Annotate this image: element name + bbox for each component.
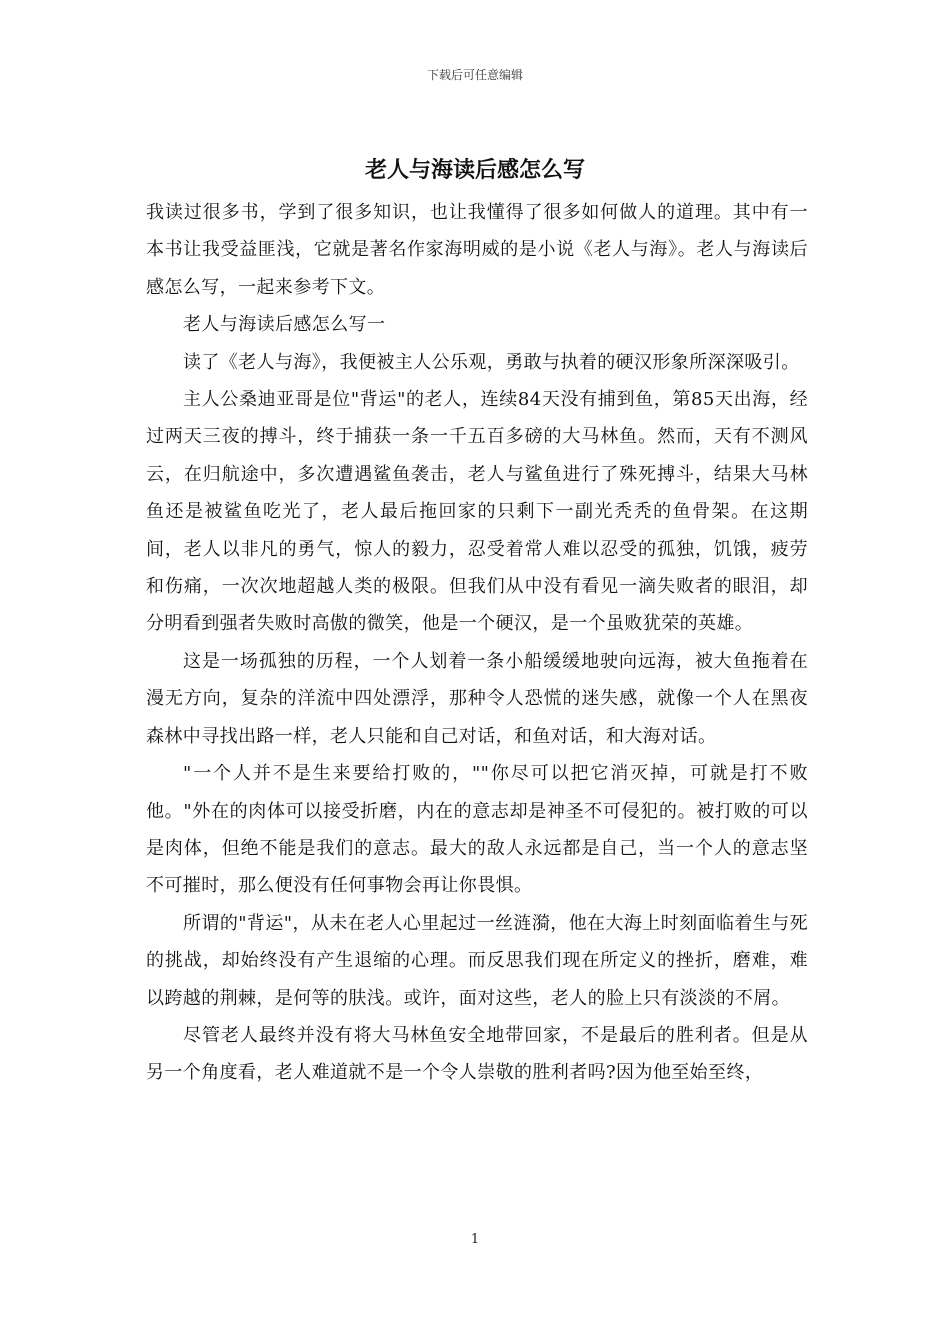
paragraph-intro: 我读过很多书，学到了很多知识，也让我懂得了很多如何做人的道理。其中有一本书让我受益匪浅，它就是著名作家海明威的是小说《老人与海》。老人与海读后感怎么写，一起来参考下文。 — [146, 202, 808, 298]
paragraph: "一个人并不是生来要给打败的，""你尽可以把它消灭掉，可就是打不败他。"外在的肉体可以接受折磨，内在的意志却是神圣不可侵犯的。被打败的可以是肉体，但绝不能是我们的意志。最大的敌人永远都是自己，当一个人的意志坚不可摧时，那么便没有任何事物会再让你畏惧。 — [146, 763, 808, 897]
paragraph: 这是一场孤独的历程，一个人划着一条小船缓缓地驶向远海，被大鱼拖着在漫无方向，复杂的洋流中四处漂浮，那种令人恐慌的迷失感，就像一个人在黑夜森林中寻找出路一样，老人只能和自己对话，和鱼对话，和大海对话。 — [146, 650, 808, 747]
paragraph: 尽管老人最终并没有将大马林鱼安全地带回家，不是最后的胜利者。但是从另一个角度看，老人难道就不是一个令人崇敬的胜利者吗?因为他至始至终， — [146, 1024, 808, 1084]
paragraph: 读了《老人与海》，我便被主人公乐观，勇敢与执着的硬汉形象所深深吸引。 — [183, 351, 800, 373]
page-header: 下载后可任意编辑 — [426, 68, 523, 82]
page-number: 1 — [470, 1232, 480, 1247]
paragraph: 主人公桑迪亚哥是位"背运"的老人，连续84天没有捕到鱼，第85天出海，经过两天三夜的搏斗，终于捕获一条一千五百多磅的大马林鱼。然而，天有不测风云，在归航途中，多次遭遇鲨鱼袭击，老人与鲨鱼进行了殊死搏斗，结果大马林鱼还是被鲨鱼吃光了，老人最后拖回家的只剩下一副光秃秃的鱼骨架。在这期间，老人以非凡的勇气，惊人的毅力，忍受着常人难以忍受的孤独，饥饿，疲劳和伤痛，一次次地超越人类的极限。但我们从中没有看见一滴失败者的眼泪，却分明看到强者失败时高傲的微笑，他是一个硬汉，是一个虽败犹荣的英雄。 — [146, 389, 808, 635]
section-heading: 老人与海读后感怎么写一 — [183, 314, 386, 336]
document-body — [146, 194, 808, 1092]
paragraph: 所谓的"背运"，从未在老人心里起过一丝涟漪，他在大海上时刻面临着生与死的挑战，却始终没有产生退缩的心理。而反思我们现在所定义的挫折，磨难，难以跨越的荆棘，是何等的肤浅。或许，面对这些，老人的脸上只有淡淡的不屑。 — [146, 912, 808, 1009]
document-title: 老人与海读后感怎么写 — [364, 157, 585, 183]
